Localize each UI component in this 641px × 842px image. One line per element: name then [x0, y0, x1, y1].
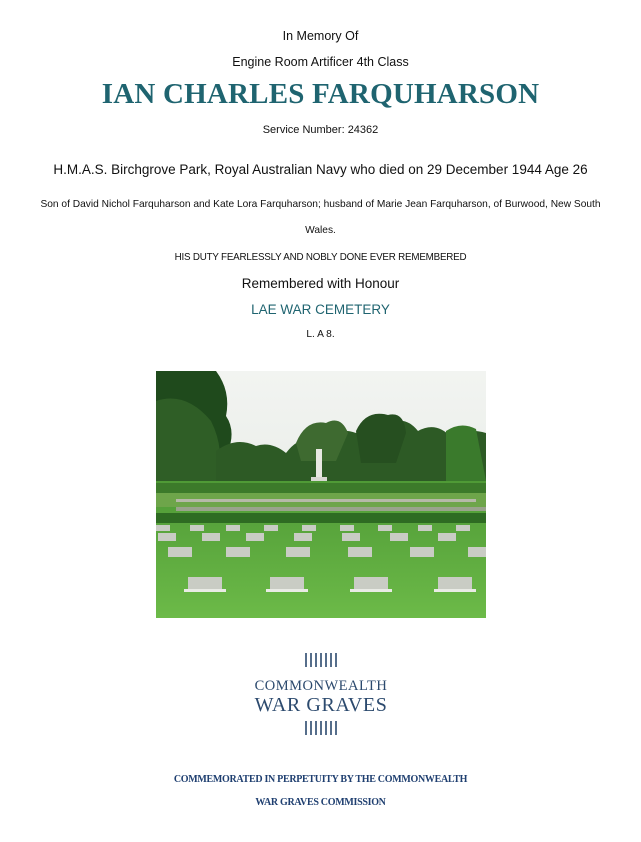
in-memory-heading: In Memory Of — [282, 29, 359, 43]
service-number: Service Number: 24362 — [262, 124, 379, 136]
remembered-with-honour: Remembered with Honour — [241, 276, 400, 291]
logo-line-1: COMMONWEALTH — [254, 678, 388, 694]
family-details: Son of David Nichol Farquharson and Kate Lora Farquharson; husband of Marie Jean Farquharson, of Burwood, New South Wales. — [40, 199, 601, 236]
rank-text: Engine Room Artificer 4th Class — [232, 55, 409, 69]
grave-reference: L. A 8. — [306, 329, 335, 340]
logo-line-2: WAR GRAVES — [254, 694, 388, 716]
cemetery-photo — [156, 371, 486, 618]
cemetery-name: LAE WAR CEMETERY — [251, 302, 390, 317]
casualty-name: IAN CHARLES FARQUHARSON — [101, 78, 540, 110]
cwgc-logo — [246, 651, 396, 739]
unit-and-death-line: H.M.A.S. Birchgrove Park, Royal Australian Navy who died on 29 December 1944 Age 26 — [53, 162, 588, 177]
epitaph: HIS DUTY FEARLESSLY AND NOBLY DONE EVER REMEMBERED — [174, 252, 467, 263]
footer-line-1: COMMEMORATED IN PERPETUITY BY THE COMMONWEALTH — [173, 774, 468, 785]
footer-line-2: WAR GRAVES COMMISSION — [255, 797, 386, 808]
